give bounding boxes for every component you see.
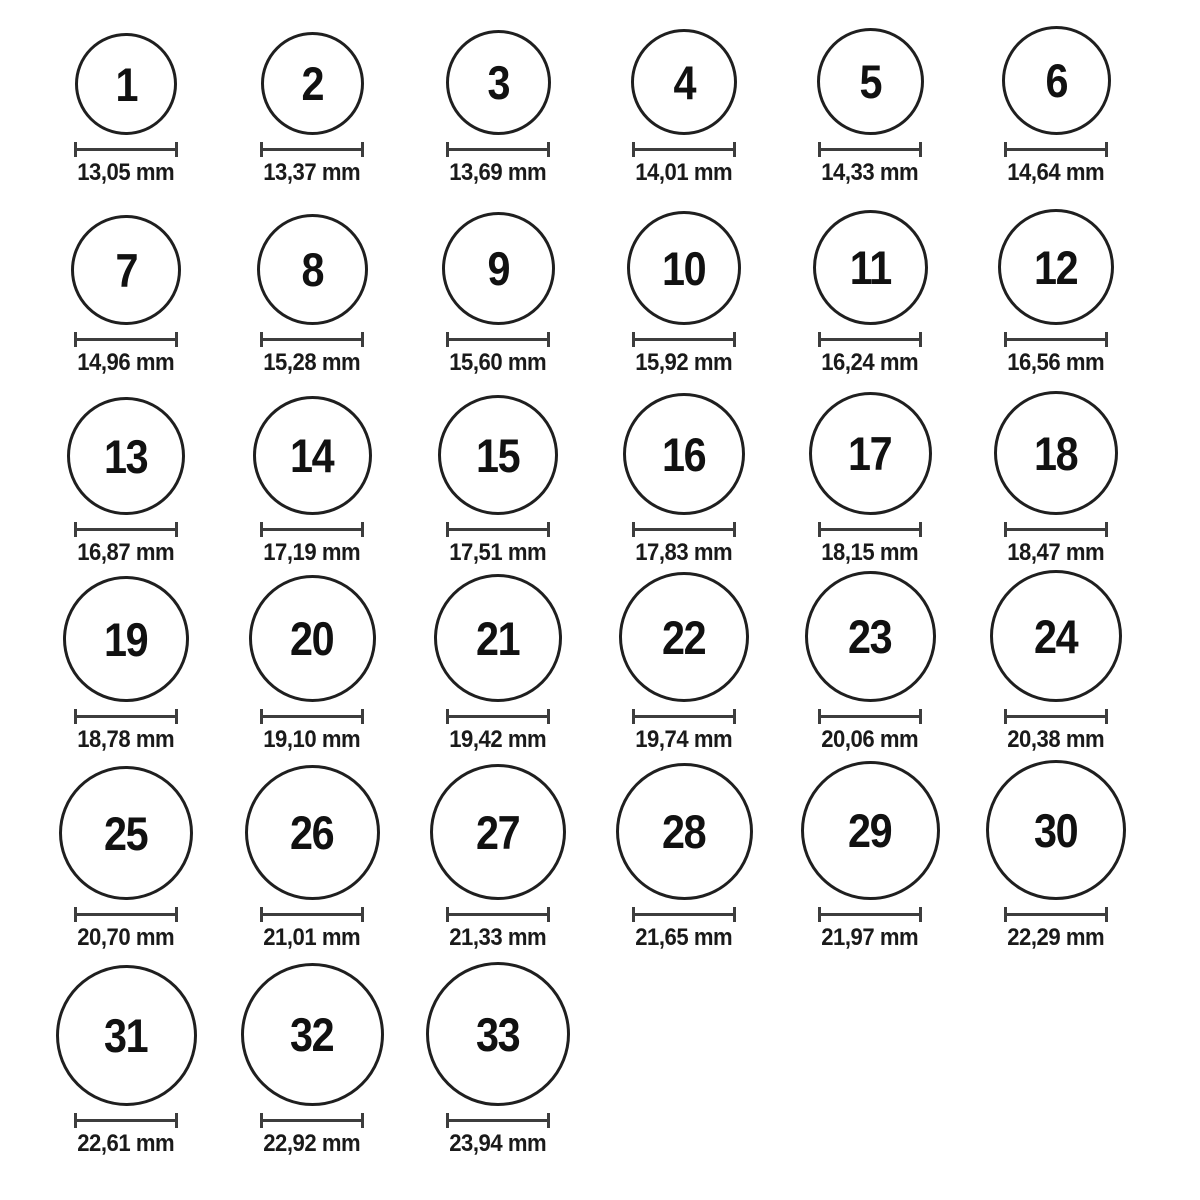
ruler-left-tick [818, 522, 821, 537]
ring-size-item [219, 32, 405, 185]
ring-number: 32 [290, 1008, 334, 1061]
ruler-right-tick [1105, 907, 1108, 922]
diameter-ruler [260, 332, 364, 347]
ring-circle [56, 965, 197, 1106]
ring-size-item [405, 30, 591, 185]
diameter-label: 20,70 mm [77, 924, 175, 951]
ring-number: 24 [1034, 609, 1078, 663]
ring-circle [426, 962, 570, 1106]
diameter-label: 17,83 mm [635, 539, 733, 566]
ruler-right-tick [547, 1113, 550, 1128]
ruler-left-tick [632, 142, 635, 157]
ring-circle [245, 765, 380, 900]
chart-row [33, 760, 1200, 960]
ring-circle [631, 29, 737, 135]
diameter-label: 15,28 mm [263, 349, 361, 376]
ruler-line [260, 913, 364, 916]
ruler-left-tick [632, 522, 635, 537]
ring-circle [446, 30, 551, 135]
ring-size-item [219, 575, 405, 752]
diameter-label: 21,97 mm [821, 924, 919, 951]
ring-circle [257, 214, 368, 325]
ring-size-item [777, 761, 963, 950]
ruler-line [446, 148, 550, 151]
ruler-left-tick [1004, 907, 1007, 922]
ruler-line [260, 148, 364, 151]
ruler-right-tick [547, 907, 550, 922]
diameter-label: 13,05 mm [77, 159, 175, 186]
ruler-right-tick [919, 332, 922, 347]
diameter-label: 15,92 mm [635, 349, 733, 376]
diameter-ruler [818, 142, 922, 157]
ring-number: 18 [1034, 426, 1078, 480]
diameter-ruler [260, 907, 364, 922]
diameter-ruler [74, 1113, 178, 1128]
ruler-right-tick [733, 522, 736, 537]
ruler-left-tick [74, 1113, 77, 1128]
ring-circle [627, 211, 741, 325]
ruler-line [1004, 148, 1108, 151]
ring-number: 1 [115, 57, 137, 111]
ring-number: 14 [290, 429, 334, 482]
ruler-left-tick [818, 332, 821, 347]
diameter-ruler [446, 907, 550, 922]
ring-number: 16 [662, 427, 706, 481]
diameter-ruler [260, 709, 364, 724]
diameter-label: 20,06 mm [821, 726, 919, 753]
diameter-ruler [632, 907, 736, 922]
ruler-right-tick [733, 709, 736, 724]
ruler-right-tick [361, 1113, 364, 1128]
ruler-line [446, 528, 550, 531]
ring-circle [75, 33, 177, 135]
ring-size-item [33, 965, 219, 1156]
ruler-left-tick [446, 709, 449, 724]
ring-number: 25 [104, 806, 148, 860]
ring-size-item [963, 570, 1149, 752]
ruler-line [446, 913, 550, 916]
ruler-left-tick [818, 142, 821, 157]
ruler-left-tick [74, 142, 77, 157]
ruler-left-tick [446, 522, 449, 537]
ruler-right-tick [175, 522, 178, 537]
ruler-line [74, 338, 178, 341]
ring-size-item [777, 392, 963, 565]
ruler-left-tick [632, 709, 635, 724]
diameter-label: 14,96 mm [77, 349, 175, 376]
diameter-ruler [446, 1113, 550, 1128]
ring-number: 6 [1045, 54, 1067, 107]
ruler-line [632, 148, 736, 151]
diameter-label: 17,19 mm [263, 539, 361, 566]
ruler-line [260, 1119, 364, 1122]
ruler-line [74, 148, 178, 151]
ruler-line [74, 1119, 178, 1122]
ruler-left-tick [74, 907, 77, 922]
ruler-left-tick [1004, 709, 1007, 724]
ruler-left-tick [74, 522, 77, 537]
ruler-right-tick [919, 709, 922, 724]
ruler-line [74, 528, 178, 531]
diameter-label: 14,01 mm [635, 159, 733, 186]
diameter-ruler [446, 522, 550, 537]
diameter-label: 21,01 mm [263, 924, 361, 951]
ruler-left-tick [632, 332, 635, 347]
ring-circle [619, 572, 749, 702]
ruler-left-tick [632, 907, 635, 922]
diameter-ruler [74, 142, 178, 157]
diameter-label: 17,51 mm [449, 539, 547, 566]
diameter-ruler [632, 142, 736, 157]
ruler-right-tick [547, 332, 550, 347]
ring-circle [623, 393, 745, 515]
ruler-left-tick [446, 332, 449, 347]
ruler-right-tick [361, 907, 364, 922]
diameter-ruler [1004, 522, 1108, 537]
ring-circle [809, 392, 932, 515]
ring-size-item [963, 209, 1149, 375]
ring-number: 19 [104, 612, 148, 666]
ruler-line [260, 528, 364, 531]
ruler-left-tick [818, 907, 821, 922]
diameter-ruler [818, 522, 922, 537]
diameter-ruler [260, 1113, 364, 1128]
ring-size-item [591, 763, 777, 950]
ring-circle [63, 576, 189, 702]
ring-circle [616, 763, 753, 900]
ring-circle [442, 212, 555, 325]
ring-size-item [777, 571, 963, 752]
ring-circle [994, 391, 1118, 515]
ruler-left-tick [260, 142, 263, 157]
ring-number: 28 [662, 805, 706, 858]
ruler-line [632, 528, 736, 531]
ring-number: 11 [849, 241, 891, 294]
ring-number: 12 [1034, 240, 1078, 294]
ring-number: 15 [476, 428, 520, 482]
ruler-right-tick [733, 142, 736, 157]
diameter-ruler [446, 332, 550, 347]
ruler-line [818, 913, 922, 916]
ring-circle [71, 215, 181, 325]
ring-circle [67, 397, 185, 515]
ring-number: 4 [673, 55, 695, 109]
ruler-right-tick [1105, 142, 1108, 157]
diameter-label: 19,42 mm [449, 726, 547, 753]
ruler-left-tick [74, 709, 77, 724]
diameter-label: 20,38 mm [1007, 726, 1105, 753]
ring-number: 30 [1034, 803, 1078, 857]
ring-size-item [591, 572, 777, 752]
ring-size-item [405, 962, 591, 1156]
diameter-ruler [74, 522, 178, 537]
diameter-label: 19,74 mm [635, 726, 733, 753]
ruler-left-tick [260, 332, 263, 347]
diameter-label: 16,56 mm [1007, 349, 1105, 376]
diameter-ruler [1004, 332, 1108, 347]
ruler-right-tick [547, 709, 550, 724]
ring-size-item [33, 33, 219, 185]
diameter-ruler [818, 907, 922, 922]
ruler-right-tick [733, 332, 736, 347]
ring-number: 23 [848, 610, 892, 663]
ruler-left-tick [1004, 332, 1007, 347]
ruler-left-tick [260, 522, 263, 537]
ring-number: 13 [104, 429, 148, 483]
ruler-right-tick [1105, 709, 1108, 724]
ring-size-item [219, 396, 405, 565]
ruler-right-tick [919, 522, 922, 537]
ring-number: 33 [476, 1007, 520, 1061]
diameter-ruler [1004, 907, 1108, 922]
ruler-right-tick [175, 1113, 178, 1128]
ruler-left-tick [446, 142, 449, 157]
ring-circle [434, 574, 562, 702]
ruler-right-tick [361, 332, 364, 347]
ring-size-item [591, 29, 777, 185]
ruler-right-tick [361, 522, 364, 537]
ruler-line [1004, 338, 1108, 341]
ring-number: 27 [476, 805, 520, 859]
ruler-right-tick [547, 522, 550, 537]
ruler-right-tick [547, 142, 550, 157]
ring-circle [998, 209, 1114, 325]
ruler-right-tick [1105, 332, 1108, 347]
ruler-right-tick [919, 142, 922, 157]
ring-size-item [405, 764, 591, 950]
ruler-line [1004, 715, 1108, 718]
ring-circle [1002, 26, 1111, 135]
ring-circle [990, 570, 1122, 702]
diameter-label: 18,47 mm [1007, 539, 1105, 566]
ring-number: 5 [859, 55, 881, 108]
ruler-right-tick [175, 709, 178, 724]
chart-row [33, 0, 1200, 200]
ring-circle [59, 766, 193, 900]
diameter-label: 14,64 mm [1007, 159, 1105, 186]
diameter-label: 16,24 mm [821, 349, 919, 376]
ruler-line [446, 715, 550, 718]
diameter-label: 22,29 mm [1007, 924, 1105, 951]
ring-circle [241, 963, 384, 1106]
ring-number: 31 [104, 1009, 148, 1062]
diameter-label: 21,65 mm [635, 924, 733, 951]
ring-number: 8 [301, 243, 323, 296]
diameter-ruler [74, 332, 178, 347]
ring-size-item [777, 210, 963, 375]
ring-number: 26 [290, 806, 334, 859]
ring-size-item [963, 391, 1149, 565]
ruler-left-tick [260, 709, 263, 724]
ruler-left-tick [446, 1113, 449, 1128]
chart-row [33, 380, 1200, 570]
ruler-line [818, 528, 922, 531]
ruler-right-tick [361, 709, 364, 724]
ruler-line [632, 338, 736, 341]
diameter-ruler [632, 332, 736, 347]
ruler-right-tick [919, 907, 922, 922]
diameter-label: 14,33 mm [821, 159, 919, 186]
ring-size-item [777, 28, 963, 185]
ruler-line [1004, 528, 1108, 531]
diameter-ruler [1004, 142, 1108, 157]
diameter-ruler [260, 522, 364, 537]
ruler-left-tick [1004, 522, 1007, 537]
ruler-line [446, 338, 550, 341]
ring-circle [253, 396, 372, 515]
ruler-line [818, 148, 922, 151]
diameter-ruler [260, 142, 364, 157]
diameter-ruler [1004, 709, 1108, 724]
ring-circle [801, 761, 940, 900]
diameter-ruler [632, 522, 736, 537]
diameter-label: 16,87 mm [77, 539, 175, 566]
ring-number: 7 [115, 243, 137, 297]
ruler-left-tick [74, 332, 77, 347]
diameter-label: 23,94 mm [449, 1130, 547, 1157]
ruler-line [74, 715, 178, 718]
diameter-ruler [446, 709, 550, 724]
ring-size-item [591, 393, 777, 565]
diameter-label: 21,33 mm [449, 924, 547, 951]
diameter-label: 19,10 mm [263, 726, 361, 753]
ruler-line [818, 715, 922, 718]
chart-row [33, 960, 1200, 1200]
diameter-label: 13,69 mm [449, 159, 547, 186]
ruler-line [818, 338, 922, 341]
ring-number: 21 [476, 611, 520, 665]
diameter-label: 22,92 mm [263, 1130, 361, 1157]
diameter-ruler [632, 709, 736, 724]
diameter-label: 13,37 mm [263, 159, 361, 186]
ring-circle [817, 28, 924, 135]
ring-size-item [33, 215, 219, 375]
diameter-ruler [74, 709, 178, 724]
ruler-right-tick [733, 907, 736, 922]
chart-row [33, 570, 1200, 760]
diameter-ruler [818, 709, 922, 724]
diameter-label: 18,78 mm [77, 726, 175, 753]
diameter-label: 22,61 mm [77, 1130, 175, 1157]
ruler-right-tick [1105, 522, 1108, 537]
ring-size-item [219, 214, 405, 375]
ring-number: 17 [848, 427, 892, 480]
ring-size-item [963, 26, 1149, 185]
ring-size-item [405, 395, 591, 565]
ring-size-item [219, 765, 405, 950]
ruler-right-tick [361, 142, 364, 157]
ruler-line [260, 338, 364, 341]
ring-number: 20 [290, 612, 334, 665]
ring-number: 10 [662, 241, 706, 295]
ruler-right-tick [175, 907, 178, 922]
diameter-ruler [818, 332, 922, 347]
ring-number: 3 [487, 56, 509, 109]
ruler-right-tick [175, 332, 178, 347]
ring-number: 29 [848, 804, 892, 857]
diameter-ruler [446, 142, 550, 157]
ring-size-item [33, 766, 219, 950]
ring-circle [430, 764, 566, 900]
ring-size-item [405, 574, 591, 752]
ring-size-item [405, 212, 591, 375]
ruler-line [446, 1119, 550, 1122]
ruler-line [74, 913, 178, 916]
ring-circle [249, 575, 376, 702]
ring-number: 2 [301, 57, 323, 110]
diameter-label: 18,15 mm [821, 539, 919, 566]
ring-circle [986, 760, 1126, 900]
ruler-line [632, 913, 736, 916]
ruler-left-tick [446, 907, 449, 922]
ring-circle [261, 32, 364, 135]
ring-number: 22 [662, 610, 706, 664]
ruler-line [260, 715, 364, 718]
ring-size-item [963, 760, 1149, 950]
ring-size-item [591, 211, 777, 375]
ring-circle [438, 395, 558, 515]
ring-size-item [33, 397, 219, 565]
ruler-left-tick [260, 1113, 263, 1128]
ruler-left-tick [818, 709, 821, 724]
ruler-line [632, 715, 736, 718]
ruler-left-tick [1004, 142, 1007, 157]
ring-size-item [219, 963, 405, 1156]
ring-circle [805, 571, 936, 702]
chart-row [33, 200, 1200, 380]
ruler-line [1004, 913, 1108, 916]
diameter-label: 15,60 mm [449, 349, 547, 376]
ring-circle [813, 210, 928, 325]
ruler-left-tick [260, 907, 263, 922]
diameter-ruler [74, 907, 178, 922]
ruler-right-tick [175, 142, 178, 157]
ring-size-item [33, 576, 219, 752]
ring-number: 9 [487, 242, 509, 295]
